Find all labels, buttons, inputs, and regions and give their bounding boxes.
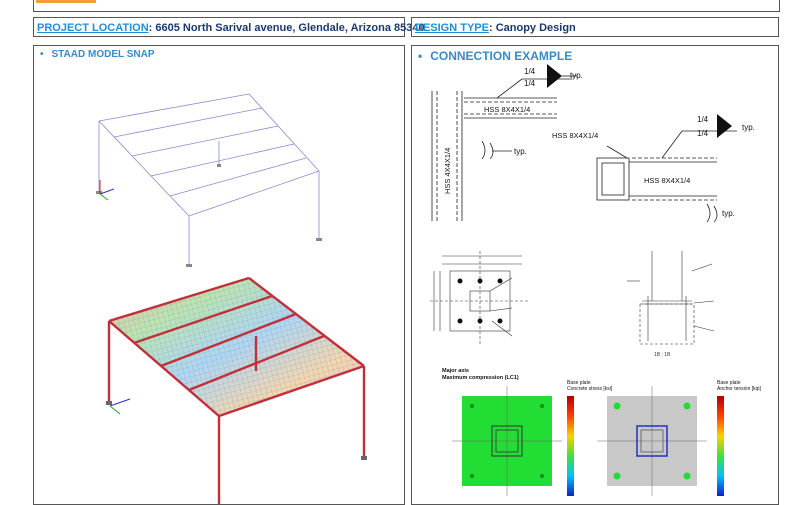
connection-example-panel [411,45,779,505]
wireframe-supports [96,164,322,267]
concrete-stress-contour [452,386,562,496]
wireframe-axes-icon [100,180,114,200]
section-cut-label: 1B : 1B [654,352,671,358]
beam-label-top: HSS 8X4X1/4 [484,105,531,114]
anchor-tension-contour [597,386,707,496]
connection-drawings [412,46,779,505]
top-header-frame [33,0,780,12]
weld-size-right-2: 1/4 [697,129,709,138]
design-type-value: : Canopy Design [488,22,576,34]
staad-bullet: • [40,49,44,60]
column-label: HSS 4X4X1/4 [443,147,452,194]
connection-title-text: CONNECTION EXAMPLE [430,49,573,63]
typ-label-right: typ. [742,123,755,132]
top-accent-bar [36,0,96,3]
design-type-label: DESIGN TYPE [415,22,489,34]
base-plate-section [627,251,714,344]
base-plate-plan [430,251,530,346]
design-type-box [411,17,779,37]
typ-label-mid: typ. [514,147,527,156]
column-beam-detail [432,79,572,221]
staad-model-panel [33,45,405,505]
wireframe-model [99,94,319,264]
section-label-right: HSS 8X4X1/4 [552,131,599,140]
legend-1-title: Base plate [567,380,591,386]
typ-label-top: typ. [570,71,583,80]
legend-1-subtitle: Concrete stress [ksi] [567,386,613,392]
staad-model-drawings [34,46,405,505]
beam-label-right: HSS 8X4X1/4 [644,176,691,185]
staad-title-text: STAAD MODEL SNAP [51,49,155,60]
legend-2-scale [717,396,724,496]
project-location-label: PROJECT LOCATION [37,22,149,34]
typ-label-bottom: typ. [722,209,735,218]
weld-size-right-1: 1/4 [697,115,709,124]
rendered-axes-icon [110,399,130,414]
legend-2-subtitle: Anchor tension [kip] [717,386,761,392]
legend-1-scale [567,396,574,496]
legend-2-title: Base plate [717,380,741,386]
weld-symbol-right [717,114,732,138]
contour-title-1: Major axis [442,368,469,374]
connection-bullet: • [418,49,423,63]
project-location-value: : 6605 North Sarival avenue, Glendale, Arizona 85340 [148,22,425,34]
weld-symbol-top [547,64,562,88]
weld-size-top-2: 1/4 [524,79,536,88]
rendered-roof [109,278,364,416]
contour-title-2: Maximum compression (LC1) [442,375,519,381]
project-location-box [33,17,425,37]
weld-size-top-1: 1/4 [524,67,536,76]
